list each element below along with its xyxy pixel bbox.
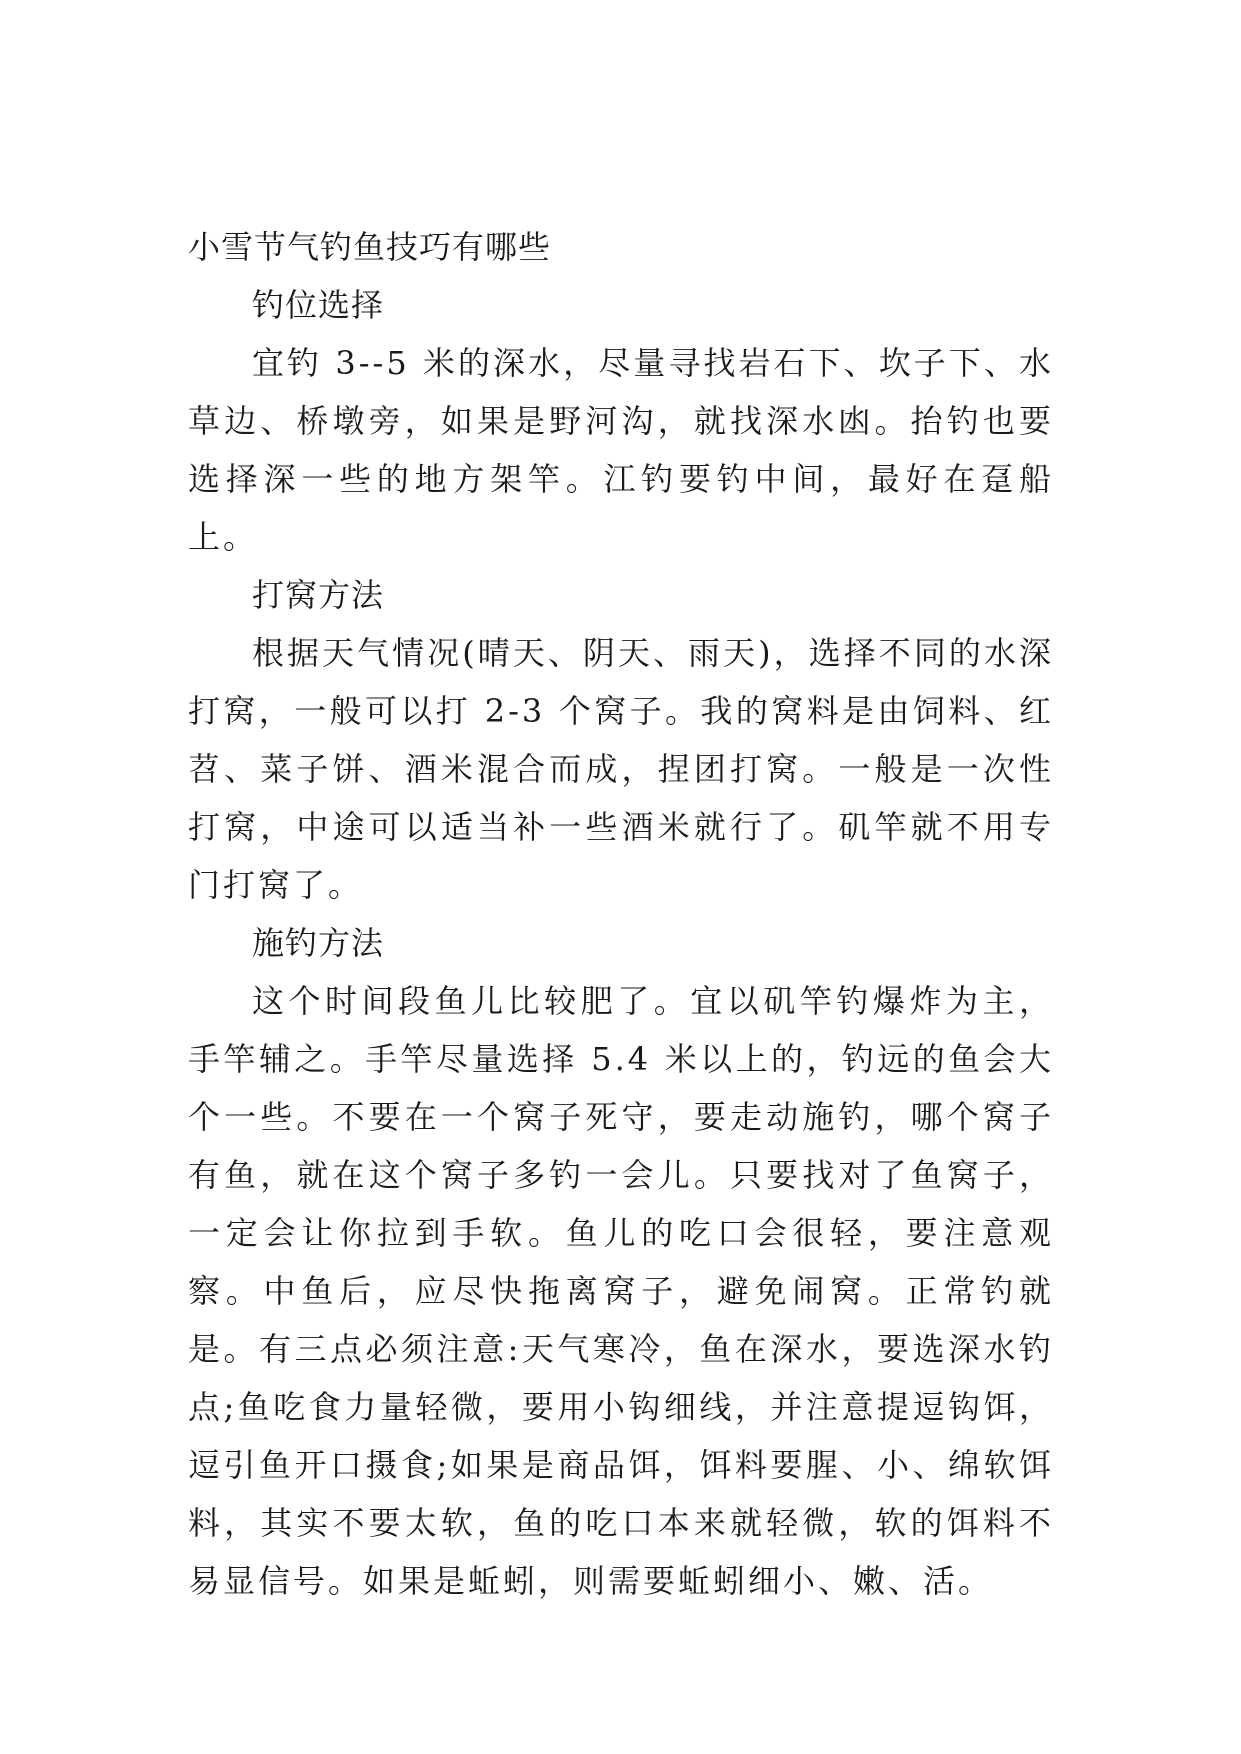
- section-paragraph-baiting-method: 根据天气情况(晴天、阴天、雨天)，选择不同的水深打窝，一般可以打 2-3 个窝子。我的窝料是由饲料、红苕、菜子饼、酒米混合而成，捏团打窝。一般是一次性打窝，中途可以适当补一些酒米就行了。矶竿就不用专门打窝了。: [188, 634, 1054, 904]
- section-heading-baiting-method: 打窝方法: [252, 576, 385, 614]
- section-paragraph-fishing-method: 这个时间段鱼儿比较肥了。宜以矶竿钓爆炸为主，手竿辅之。手竿尽量选择 5.4 米以上的，钓远的鱼会大个一些。不要在一个窝子死守，要走动施钓，哪个窝子有鱼，就在这个窝子多钓一会儿。只要找对了鱼窝子，一定会让你拉到手软。鱼儿的吃口会很轻，要注意观察。中鱼后，应尽快拖离窝子，避免闹窝。正常钓就是。有三点必须注意:天气寒冷，鱼在深水，要选深水钓点;鱼吃食力量轻微，要用小钩细线，并注意提逗钩饵，逗引鱼开口摄食;如果是商品饵，饵料要腥、小、绵软饵料，其实不要太软，鱼的吃口本来就轻微，软的饵料不易显信号。如果是蚯蚓，则需要蚯蚓细小、嫩、活。: [188, 982, 1054, 1600]
- section-heading-fishing-spot: 钓位选择: [252, 286, 385, 324]
- document-title: 小雪节气钓鱼技巧有哪些: [188, 228, 552, 266]
- section-paragraph-fishing-spot: 宜钓 3--5 米的深水，尽量寻找岩石下、坎子下、水草边、桥墩旁，如果是野河沟，就找深水凼。抬钓也要选择深一些的地方架竿。江钓要钓中间，最好在趸船上。: [188, 344, 1054, 556]
- document-body: [188, 218, 1054, 1610]
- section-heading-fishing-method: 施钓方法: [252, 924, 385, 962]
